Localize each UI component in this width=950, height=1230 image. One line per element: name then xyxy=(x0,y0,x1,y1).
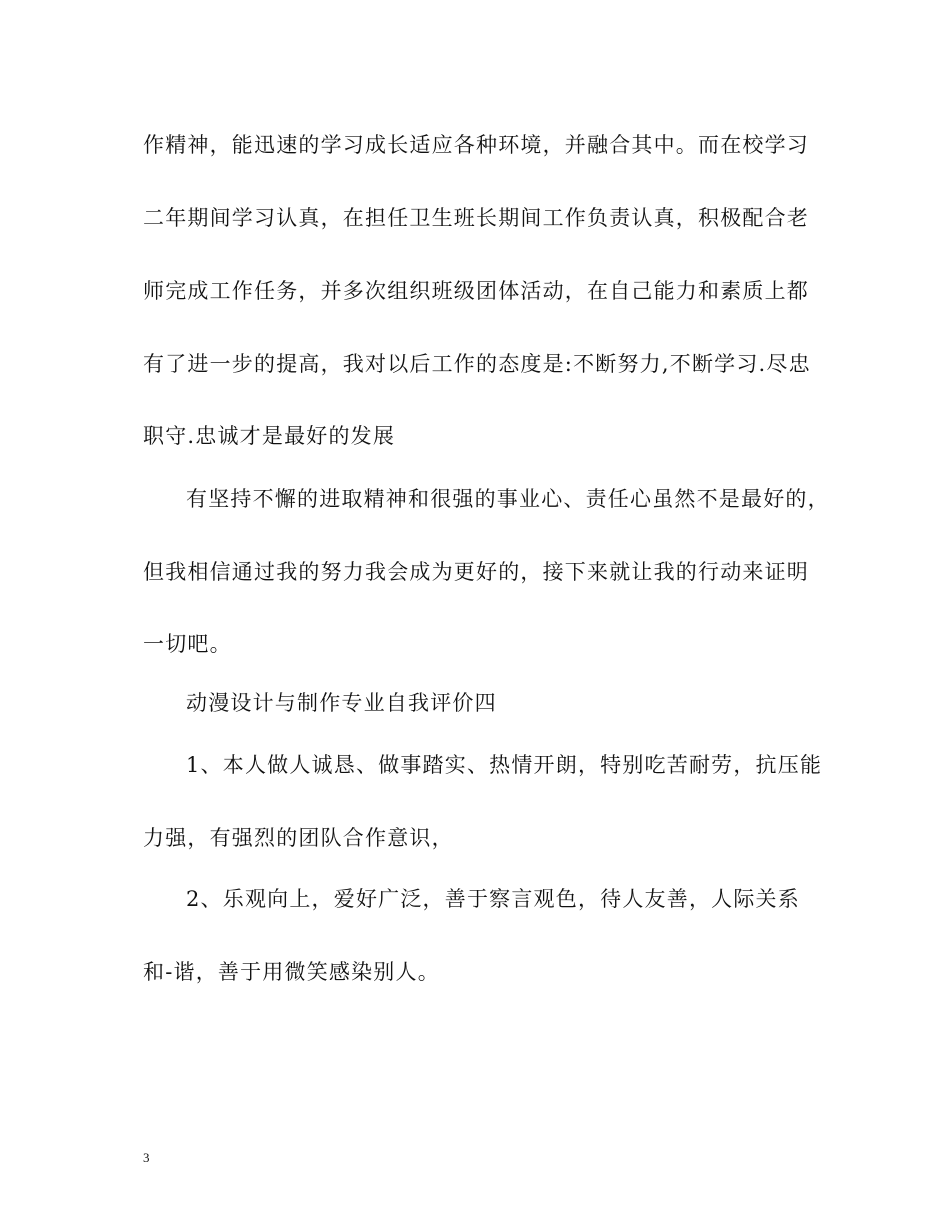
paragraph-line: 职守.忠诚才是最好的发展 xyxy=(143,424,396,448)
paragraph-line: 师完成工作任务，并多次组织班级团体活动，在自己能力和素质上都 xyxy=(143,279,809,303)
paragraph-line: 二年期间学习认真，在担任卫生班长期间工作负责认真，积极配合老 xyxy=(143,206,809,230)
list-item-line: 2、乐观向上，爱好广泛，善于察言观色，待人友善，人际关系 xyxy=(186,887,800,911)
paragraph-line: 有了进一步的提高，我对以后工作的态度是:不断努力,不断学习.尽忠 xyxy=(143,352,811,376)
paragraph-line: 但我相信通过我的努力我会成为更好的，接下来就让我的行动来证明 xyxy=(143,560,809,584)
section-heading: 动漫设计与制作专业自我评价四 xyxy=(186,691,497,715)
list-item-line: 和-谐，善于用微笑感染别人。 xyxy=(143,960,440,984)
paragraph-line: 有坚持不懈的进取精神和很强的事业心、责任心虽然不是最好的， xyxy=(186,487,830,511)
list-item-line: 1、本人做人诚恳、做事踏实、热情开朗，特别吃苦耐劳，抗压能 xyxy=(186,753,823,777)
paragraph-line: 作精神，能迅速的学习成长适应各种环境，并融合其中。而在校学习 xyxy=(143,133,809,157)
paragraph-line: 一切吧。 xyxy=(143,632,232,656)
page-number: 3 xyxy=(143,1150,150,1165)
list-item-line: 力强，有强烈的团队合作意识， xyxy=(143,826,454,850)
